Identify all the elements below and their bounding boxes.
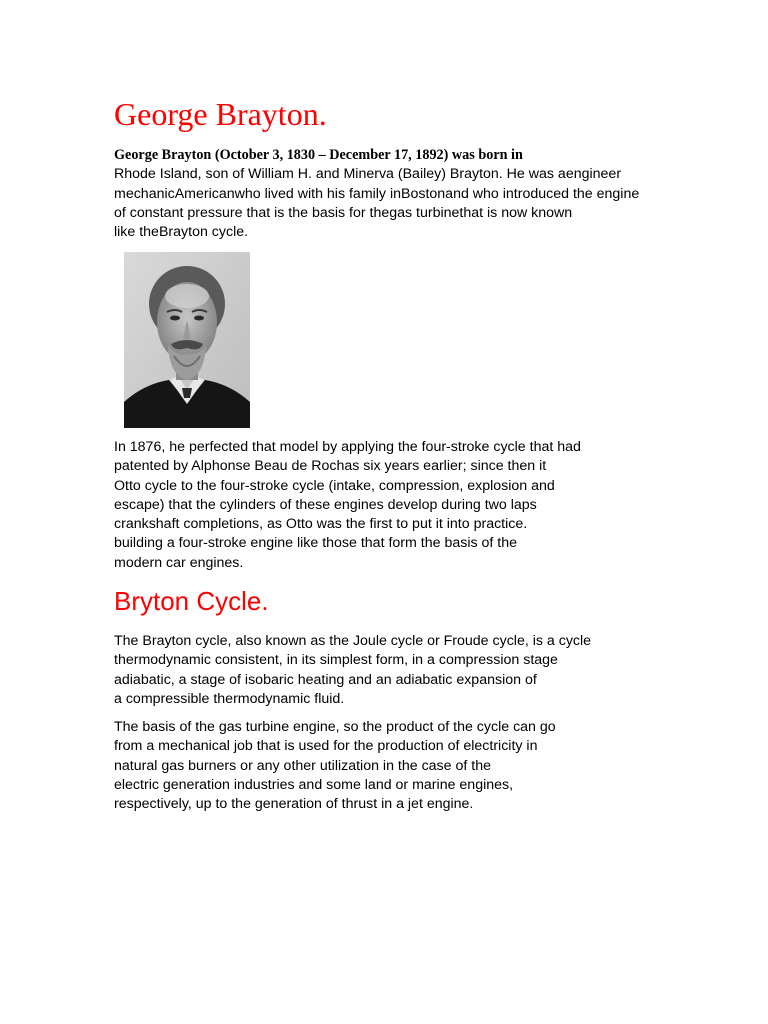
intro-line: of constant pressure that is the basis for thegas turbinethat is now known	[114, 204, 573, 221]
intro-line: mechanicAmericanwho lived with his family inBostonand who introduced the engine	[114, 185, 640, 202]
gas-turbine-line: respectively, up to the generation of thrust in a jet engine.	[114, 796, 474, 813]
history-line: building a four-stroke engine like those that form the basis of the	[114, 535, 517, 552]
cycle-description-paragraph	[114, 632, 591, 709]
page-title: George Brayton.	[114, 96, 327, 132]
cycle-line: a compressible thermodynamic fluid.	[114, 690, 345, 707]
history-line: patented by Alphonse Beau de Rochas six years earlier; since then it	[114, 458, 547, 475]
gas-turbine-line: electric generation industries and some land or marine engines,	[114, 776, 514, 793]
section-heading: Bryton Cycle.	[114, 586, 269, 616]
cycle-line: The Brayton cycle, also known as the Joule cycle or Froude cycle, is a cycle	[114, 633, 592, 649]
gas-turbine-line: The basis of the gas turbine engine, so the product of the cycle can go	[114, 719, 556, 735]
cycle-line: thermodynamic consistent, in its simplest form, in a compression stage	[114, 652, 558, 669]
intro-line: Rhode Island, son of William H. and Minerva (Bailey) Brayton. He was aengineer	[114, 166, 622, 183]
gas-turbine-paragraph	[114, 718, 556, 814]
gas-turbine-line: from a mechanical job that is used for the production of electricity in	[114, 738, 538, 755]
cycle-line: adiabatic, a stage of isobaric heating and an adiabatic expansion of	[114, 671, 537, 688]
history-paragraph	[114, 438, 581, 573]
intro-line: like theBrayton cycle.	[114, 224, 249, 241]
history-line: modern car engines.	[114, 554, 244, 571]
history-line: In 1876, he perfected that model by applying the four-stroke cycle that had	[114, 439, 581, 455]
history-line: Otto cycle to the four-stroke cycle (intake, compression, explosion and	[114, 477, 555, 494]
history-line: crankshaft completions, as Otto was the first to put it into practice.	[114, 516, 528, 533]
intro-paragraph	[114, 146, 639, 242]
history-line: escape) that the cylinders of these engines develop during two laps	[114, 496, 537, 513]
gas-turbine-line: natural gas burners or any other utilization in the case of the	[114, 757, 491, 774]
george-brayton-portrait	[124, 252, 250, 428]
intro-line: George Brayton (October 3, 1830 – December 17, 1892) was born in	[114, 147, 523, 163]
